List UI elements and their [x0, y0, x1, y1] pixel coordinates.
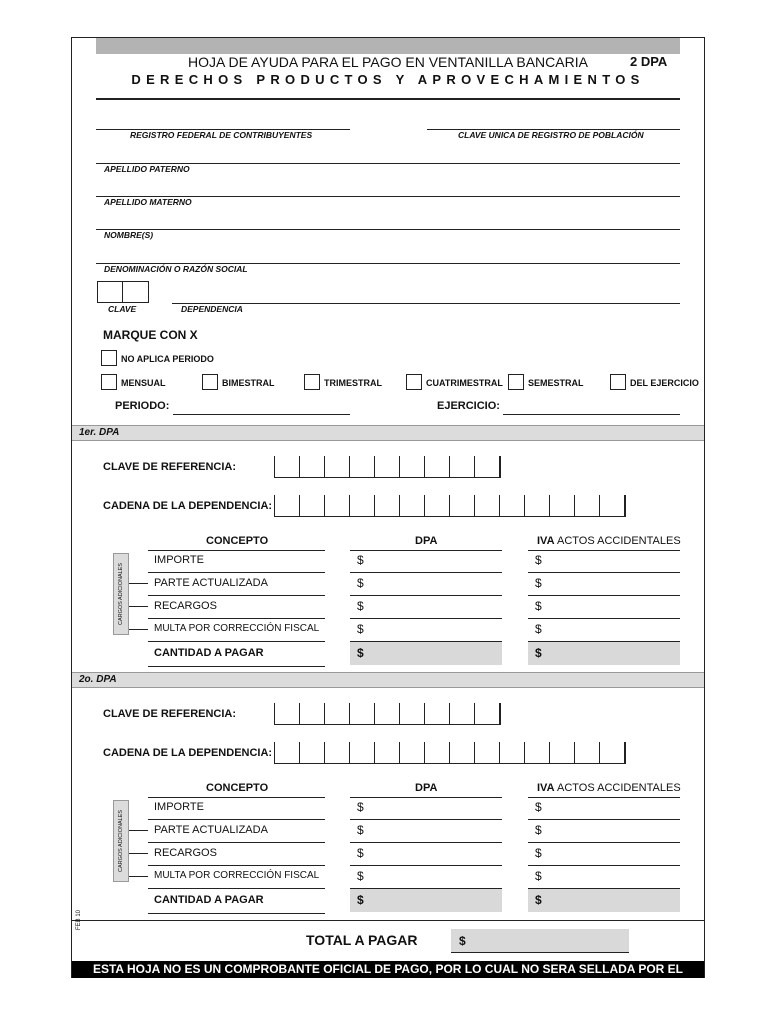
concept-row-label: PARTE ACTUALIZADA: [154, 577, 268, 589]
dpa-currency: $: [357, 846, 364, 860]
cadena-dependencia-cell[interactable]: [475, 742, 500, 763]
cadena-dependencia-cell[interactable]: [275, 742, 300, 763]
clave-referencia-cell[interactable]: [425, 703, 450, 724]
dpa-currency: $: [357, 599, 364, 613]
apellido-paterno-label: APELLIDO PATERNO: [104, 164, 190, 174]
cadena-dependencia-cell[interactable]: [500, 495, 525, 516]
row-rule: [148, 888, 325, 889]
cargos-adicionales-tab: [113, 800, 129, 882]
cadena-dependencia-cell[interactable]: [600, 495, 625, 516]
dpa-cantidad-field[interactable]: [350, 889, 502, 912]
dpa-amount-field[interactable]: [350, 595, 502, 596]
dpa-currency: $: [357, 800, 364, 814]
dpa-currency: $: [357, 622, 364, 636]
side-date: FEB 10: [76, 909, 82, 930]
clave-referencia-label: CLAVE DE REFERENCIA:: [103, 708, 237, 720]
iva-currency: $: [535, 846, 542, 860]
ejercicio-label: EJERCICIO:: [437, 400, 500, 412]
clave-referencia-boxes[interactable]: [274, 456, 501, 478]
form-code: 2 DPA: [630, 54, 668, 69]
dpa-currency: $: [357, 553, 364, 567]
side-connector: [129, 583, 148, 584]
concept-row-label: IMPORTE: [154, 554, 204, 566]
cadena-dependencia-cell[interactable]: [300, 742, 325, 763]
col-concepto: CONCEPTO: [206, 535, 269, 547]
no-aplica-label: NO APLICA PERIODO: [121, 354, 214, 364]
mensual-label: MENSUAL: [121, 378, 166, 388]
razon-social-label: DENOMINACIÓN O RAZÓN SOCIAL: [104, 264, 248, 274]
clave-referencia-cell[interactable]: [325, 456, 350, 477]
dependencia-field[interactable]: [172, 303, 680, 304]
bimestral-label: BIMESTRAL: [222, 378, 275, 388]
semestral-label: SEMESTRAL: [528, 378, 584, 388]
dpa-amount-field[interactable]: [350, 842, 502, 843]
row-rule: [148, 572, 325, 573]
clave-referencia-cell[interactable]: [400, 703, 425, 724]
concept-row-label: PARTE ACTUALIZADA: [154, 824, 268, 836]
cadena-dependencia-cell[interactable]: [575, 495, 600, 516]
cadena-dependencia-cell[interactable]: [425, 742, 450, 763]
cadena-dependencia-cell[interactable]: [525, 742, 550, 763]
form-subtitle: DERECHOS PRODUCTOS Y APROVECHAMIENTOS: [131, 72, 645, 87]
dpa-currency: $: [357, 576, 364, 590]
dpa-currency: $: [357, 869, 364, 883]
concept-row-label: MULTA POR CORRECCIÓN FISCAL: [154, 870, 320, 881]
cadena-dependencia-cell[interactable]: [325, 742, 350, 763]
cargos-adicionales-tab: [113, 553, 129, 635]
row-rule: [148, 618, 325, 619]
apellido-materno-label: APELLIDO MATERNO: [104, 197, 192, 207]
col-rule: [350, 797, 502, 798]
cantidad-label: CANTIDAD A PAGAR: [154, 894, 264, 906]
trimestral-label: TRIMESTRAL: [324, 378, 382, 388]
col-rule: [148, 550, 325, 551]
iva-cantidad-field[interactable]: [528, 642, 680, 665]
clave-box-2[interactable]: [122, 281, 149, 303]
dpa-cantidad-currency: $: [357, 646, 364, 660]
total-label: TOTAL A PAGAR: [306, 932, 418, 948]
clave-referencia-cell[interactable]: [300, 456, 325, 477]
cadena-dependencia-cell[interactable]: [375, 495, 400, 516]
header-divider: [96, 98, 680, 100]
total-divider: [72, 920, 704, 921]
clave-referencia-cell[interactable]: [375, 703, 400, 724]
iva-cantidad-field[interactable]: [528, 889, 680, 912]
cadena-dependencia-cell[interactable]: [400, 742, 425, 763]
clave-referencia-cell[interactable]: [275, 703, 300, 724]
footer-notice: ESTA HOJA NO ES UN COMPROBANTE OFICIAL DE PAGO, POR LO CUAL NO SERA SELLADA POR EL CAJERO: [72, 961, 704, 978]
iva-currency: $: [535, 823, 542, 837]
cadena-dependencia-cell[interactable]: [450, 742, 475, 763]
cadena-dependencia-cell[interactable]: [300, 495, 325, 516]
total-field[interactable]: [451, 929, 629, 953]
cadena-dependencia-boxes[interactable]: [274, 495, 626, 517]
col-iva: [537, 782, 681, 794]
bimestral-checkbox[interactable]: [202, 374, 218, 390]
concept-row-label: RECARGOS: [154, 600, 217, 612]
dpa-amount-field[interactable]: [350, 572, 502, 573]
marque-label: MARQUE CON X: [103, 328, 198, 342]
header-bar: [96, 38, 680, 54]
col-dpa: DPA: [415, 782, 438, 794]
col-iva: [537, 535, 681, 547]
cantidad-label: CANTIDAD A PAGAR: [154, 647, 264, 659]
iva-amount-field[interactable]: [528, 572, 680, 573]
cadena-dependencia-cell[interactable]: [575, 742, 600, 763]
col-dpa: DPA: [415, 535, 438, 547]
cadena-dependencia-cell[interactable]: [550, 742, 575, 763]
col-rule: [528, 797, 680, 798]
cuatrimestral-label: CUATRIMESTRAL: [426, 378, 503, 388]
side-connector: [129, 606, 148, 607]
curp-label: CLAVE UNICA DE REGISTRO DE POBLACIÓN: [458, 130, 644, 140]
iva-currency: $: [535, 599, 542, 613]
periodo-label: PERIODO:: [115, 400, 170, 412]
col-iva-rest: ACTOS ACCIDENTALES: [554, 782, 681, 794]
cadena-dependencia-label: CADENA DE LA DEPENDENCIA:: [103, 747, 273, 759]
iva-amount-field[interactable]: [528, 819, 680, 820]
row-rule: [148, 913, 325, 914]
section-bar: [72, 672, 704, 688]
clave-referencia-cell[interactable]: [400, 456, 425, 477]
dpa-amount-field[interactable]: [350, 865, 502, 866]
cadena-dependencia-cell[interactable]: [325, 495, 350, 516]
cargos-adicionales-label: CARGOS ADICIONALES: [118, 809, 124, 873]
iva-amount-field[interactable]: [528, 842, 680, 843]
concept-row-label: RECARGOS: [154, 847, 217, 859]
row-rule: [148, 666, 325, 667]
cadena-dependencia-cell[interactable]: [275, 495, 300, 516]
cadena-dependencia-cell[interactable]: [600, 742, 625, 763]
trimestral-checkbox[interactable]: [304, 374, 320, 390]
clave-label: CLAVE: [108, 304, 137, 314]
row-rule: [148, 842, 325, 843]
rfc-label: REGISTRO FEDERAL DE CONTRIBUYENTES: [130, 130, 313, 140]
cuatrimestral-checkbox[interactable]: [406, 374, 422, 390]
clave-referencia-cell[interactable]: [475, 703, 500, 724]
nombres-field[interactable]: [96, 229, 680, 230]
cadena-dependencia-cell[interactable]: [525, 495, 550, 516]
iva-cantidad-currency: $: [535, 893, 542, 907]
iva-amount-field[interactable]: [528, 865, 680, 866]
clave-referencia-cell[interactable]: [275, 456, 300, 477]
ejercicio-field[interactable]: [503, 414, 680, 415]
cadena-dependencia-cell[interactable]: [500, 742, 525, 763]
clave-referencia-label: CLAVE DE REFERENCIA:: [103, 461, 237, 473]
col-concepto: CONCEPTO: [206, 782, 269, 794]
iva-amount-field[interactable]: [528, 618, 680, 619]
col-iva-bold: IVA: [537, 782, 555, 794]
periodo-field[interactable]: [173, 414, 350, 415]
side-connector: [129, 876, 148, 877]
cadena-dependencia-cell[interactable]: [450, 495, 475, 516]
no-aplica-checkbox[interactable]: [101, 350, 117, 366]
clave-box-1[interactable]: [97, 281, 123, 303]
iva-currency: $: [535, 553, 542, 567]
iva-currency: $: [535, 800, 542, 814]
dpa-amount-field[interactable]: [350, 618, 502, 619]
col-iva-rest: ACTOS ACCIDENTALES: [554, 535, 681, 547]
col-iva-bold: IVA: [537, 535, 555, 547]
cadena-dependencia-cell[interactable]: [350, 742, 375, 763]
section-bar: [72, 425, 704, 441]
iva-currency: $: [535, 576, 542, 590]
side-connector: [129, 629, 148, 630]
row-rule: [148, 641, 325, 642]
clave-referencia-cell[interactable]: [450, 456, 475, 477]
dpa-cantidad-currency: $: [357, 893, 364, 907]
dpa-currency: $: [357, 823, 364, 837]
dpa-cantidad-field[interactable]: [350, 642, 502, 665]
concept-row-label: MULTA POR CORRECCIÓN FISCAL: [154, 623, 320, 634]
total-currency: $: [459, 934, 466, 948]
cadena-dependencia-cell[interactable]: [475, 495, 500, 516]
cargos-adicionales-label: CARGOS ADICIONALES: [118, 562, 124, 626]
clave-referencia-boxes[interactable]: [274, 703, 501, 725]
form-title: HOJA DE AYUDA PARA EL PAGO EN VENTANILLA BANCARIA: [188, 54, 588, 70]
row-rule: [148, 865, 325, 866]
col-rule: [528, 550, 680, 551]
side-connector: [129, 830, 148, 831]
section-title: 1er. DPA: [79, 427, 120, 438]
iva-currency: $: [535, 869, 542, 883]
clave-referencia-cell[interactable]: [350, 456, 375, 477]
row-rule: [148, 819, 325, 820]
nombres-label: NOMBRE(S): [104, 230, 154, 240]
dependencia-label: DEPENDENCIA: [181, 304, 243, 314]
cadena-dependencia-cell[interactable]: [425, 495, 450, 516]
del-ejercicio-checkbox[interactable]: [610, 374, 626, 390]
cadena-dependencia-cell[interactable]: [350, 495, 375, 516]
del-ejercicio-label: DEL EJERCICIO: [630, 378, 699, 388]
cadena-dependencia-label: CADENA DE LA DEPENDENCIA:: [103, 500, 273, 512]
clave-referencia-cell[interactable]: [375, 456, 400, 477]
clave-referencia-cell[interactable]: [350, 703, 375, 724]
iva-amount-field[interactable]: [528, 595, 680, 596]
iva-cantidad-currency: $: [535, 646, 542, 660]
side-connector: [129, 853, 148, 854]
col-rule: [350, 550, 502, 551]
cadena-dependencia-boxes[interactable]: [274, 742, 626, 764]
clave-referencia-cell[interactable]: [475, 456, 500, 477]
row-rule: [148, 595, 325, 596]
section-title: 2o. DPA: [79, 674, 117, 685]
semestral-checkbox[interactable]: [508, 374, 524, 390]
concept-row-label: IMPORTE: [154, 801, 204, 813]
clave-referencia-cell[interactable]: [425, 456, 450, 477]
cadena-dependencia-cell[interactable]: [550, 495, 575, 516]
cadena-dependencia-cell[interactable]: [400, 495, 425, 516]
mensual-checkbox[interactable]: [101, 374, 117, 390]
clave-referencia-cell[interactable]: [300, 703, 325, 724]
col-rule: [148, 797, 325, 798]
clave-referencia-cell[interactable]: [450, 703, 475, 724]
cadena-dependencia-cell[interactable]: [375, 742, 400, 763]
clave-referencia-cell[interactable]: [325, 703, 350, 724]
dpa-amount-field[interactable]: [350, 819, 502, 820]
iva-currency: $: [535, 622, 542, 636]
